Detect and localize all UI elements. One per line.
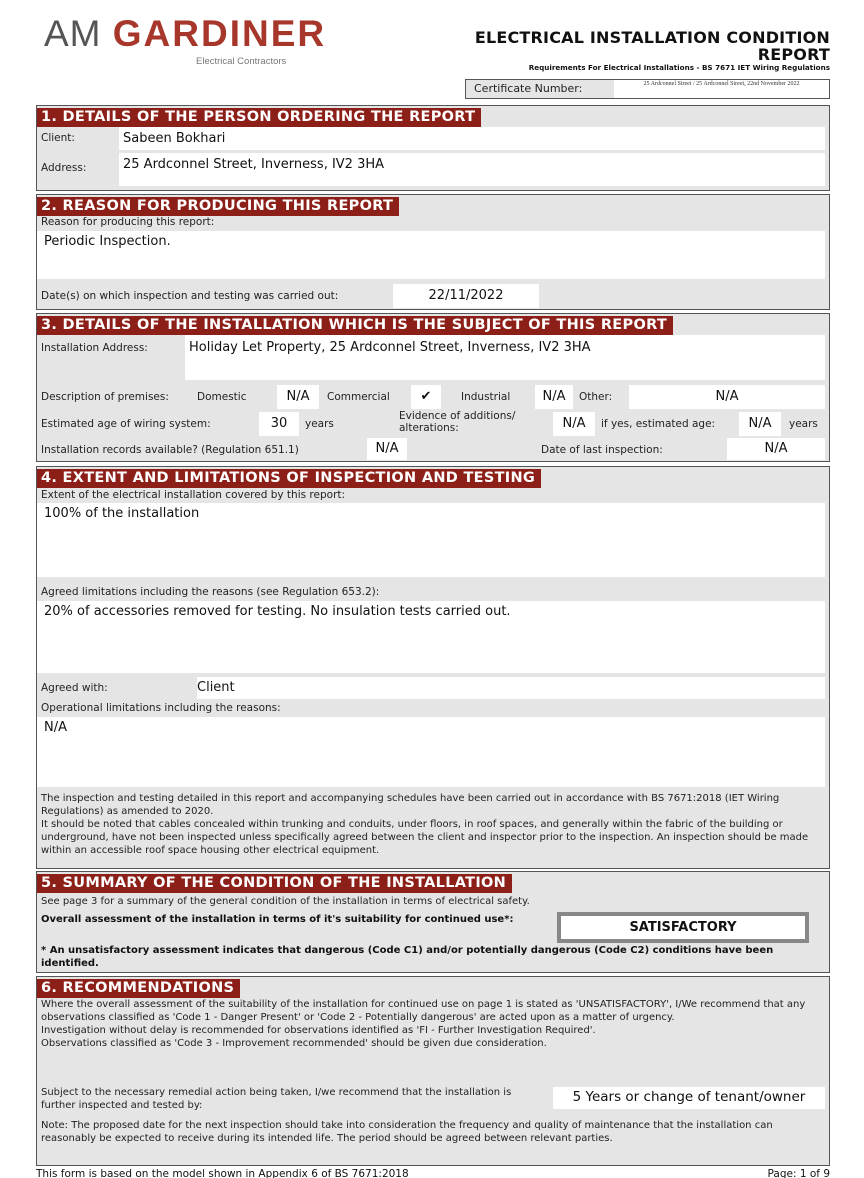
records-field[interactable]: N/A (367, 438, 407, 460)
compliance-note-2: It should be noted that cables concealed within trunking and conduits, under floors, in roof spaces, and generally within the fabric of the building or underground, have not been inspected unless specifically agreed between the client and inspector prior to the inspection. An inspection should be made within an accessible roof space housing other electrical equipment. (41, 819, 809, 856)
evidence-label (399, 410, 515, 434)
page-footer (36, 1168, 830, 1178)
report-title: ELECTRICAL INSTALLATION CONDITION (474, 28, 830, 47)
logo-am: AM (44, 13, 102, 54)
evidence-field[interactable]: N/A (553, 412, 595, 436)
limitations-label: Agreed limitations including the reasons (see Regulation 653.2): (41, 586, 380, 598)
section-3-heading: 3. DETAILS OF THE INSTALLATION WHICH IS THE SUBJECT OF THIS REPORT (37, 316, 673, 335)
client-field[interactable]: Sabeen Bokhari (119, 127, 825, 150)
industrial-field[interactable]: N/A (535, 385, 573, 409)
commercial-label: Commercial (327, 391, 390, 403)
limitations-field[interactable]: 20% of accessories removed for testing. No insulation tests carried out. (37, 601, 825, 673)
wiring-age-label: Estimated age of wiring system: (41, 418, 211, 430)
inspection-date-label: Date(s) on which inspection and testing was carried out: (41, 290, 339, 302)
company-logo (44, 14, 374, 74)
agreed-with-label: Agreed with: (41, 682, 108, 694)
operational-field[interactable]: N/A (37, 717, 825, 787)
compliance-note (41, 792, 825, 857)
section-1-heading: 1. DETAILS OF THE PERSON ORDERING THE REPORT (37, 108, 481, 127)
report-subtitle: Requirements For Electrical Installations - BS 7671 IET Wiring Regulations (528, 63, 830, 72)
installation-address-field[interactable]: Holiday Let Property, 25 Ardconnel Street, Inverness, IV2 3HA (185, 335, 825, 380)
recommendation-para-3: Observations classified as 'Code 3 - Improvement recommended' should be given due consideration. (41, 1038, 547, 1049)
commercial-checkbox[interactable]: ✔ (411, 385, 441, 409)
section-4-heading: 4. EXTENT AND LIMITATIONS OF INSPECTION AND TESTING (37, 469, 541, 488)
estimated-age-unit: years (789, 418, 818, 430)
section-reason (36, 194, 830, 310)
estimated-age-label: if yes, estimated age: (601, 418, 716, 430)
section-6-heading: 6. RECOMMENDATIONS (37, 979, 240, 998)
section-extent-limitations (36, 466, 830, 869)
premises-label: Description of premises: (41, 391, 169, 403)
section-recommendations (36, 976, 830, 1166)
last-inspection-label: Date of last inspection: (541, 444, 663, 456)
compliance-note-1: The inspection and testing detailed in this report and accompanying schedules have been carried out in accordance with BS 7671:2018 (IET Wiring Regulations) as amended to 2020. (41, 793, 780, 817)
section-installation-details (36, 313, 830, 462)
assessment-value[interactable]: SATISFACTORY (629, 920, 737, 935)
client-label: Client: (41, 132, 75, 144)
address-label: Address: (41, 162, 87, 174)
footer-form-note: This form is based on the model shown in Appendix 6 of BS 7671:2018 (36, 1168, 409, 1178)
recommendation-para-2: Investigation without delay is recommended for observations identified as 'FI - Further Investigation Required'. (41, 1025, 596, 1036)
recommendations-text (41, 998, 827, 1050)
extent-label: Extent of the electrical installation covered by this report: (41, 489, 346, 501)
other-field[interactable]: N/A (629, 385, 825, 409)
logo-wordmark (44, 14, 374, 54)
records-label: Installation records available? (Regulation 651.1) (41, 444, 299, 456)
extent-field[interactable]: 100% of the installation (37, 503, 825, 577)
reason-label: Reason for producing this report: (41, 216, 215, 228)
recommendation-para-1: Where the overall assessment of the suitability of the installation for continued use on page 1 is stated as 'UNSATISFACTORY', I/We recommend that any observations classified as 'Code 1 - Danger Present' or 'Code 2 - Potentially dangerous' are acted upon as a matter of urgency. (41, 999, 806, 1023)
domestic-field[interactable]: N/A (277, 385, 319, 409)
section-person-ordering (36, 105, 830, 191)
certificate-number-label: Certificate Number: (474, 82, 583, 95)
section-2-heading: 2. REASON FOR PRODUCING THIS REPORT (37, 197, 399, 216)
section-5-heading: 5. SUMMARY OF THE CONDITION OF THE INSTALLATION (37, 874, 512, 893)
reason-field[interactable]: Periodic Inspection. (37, 231, 825, 279)
assessment-label: Overall assessment of the installation in terms of it's suitability for continued use*: (41, 914, 514, 925)
logo-tagline: Electrical Contractors (196, 56, 287, 67)
section-summary (36, 871, 830, 973)
assessment-box (557, 912, 809, 943)
domestic-label: Domestic (197, 391, 247, 403)
next-inspection-label: Subject to the necessary remedial action being taken, I/we recommend that the installation is further inspected and tested by: (41, 1087, 512, 1111)
address-field[interactable]: 25 Ardconnel Street, Inverness, IV2 3HA (119, 153, 825, 186)
wiring-age-unit: years (305, 418, 334, 430)
certificate-number-box (465, 79, 830, 99)
next-inspection-field[interactable]: 5 Years or change of tenant/owner (553, 1087, 825, 1109)
inspection-date-field[interactable]: 22/11/2022 (393, 284, 539, 308)
evidence-label-line2: alterations: (399, 422, 459, 434)
estimated-age-field[interactable]: N/A (739, 412, 781, 436)
logo-gardiner: GARDINER (112, 13, 327, 54)
installation-address-label: Installation Address: (41, 342, 148, 354)
wiring-age-field[interactable]: 30 (259, 412, 299, 436)
other-label: Other: (579, 391, 613, 403)
agreed-with-field[interactable]: Client (197, 677, 825, 699)
page-number: Page: 1 of 9 (767, 1168, 830, 1178)
see-page-note: See page 3 for a summary of the general condition of the installation in terms of electrical safety. (41, 896, 530, 907)
next-inspection-note: Note: The proposed date for the next inspection should take into consideration the frequency and quality of maintenance that the installation can reasonably be expected to receive during its intended life. The period should be agreed between relevant parties. (41, 1120, 773, 1144)
evidence-label-line1: Evidence of additions/ (399, 410, 516, 422)
operational-label: Operational limitations including the reasons: (41, 702, 281, 714)
assessment-footnote: * An unsatisfactory assessment indicates that dangerous (Code C1) and/or potentially dangerous (Code C2) conditions have been identified. (41, 945, 774, 969)
certificate-number-field[interactable]: 25 Ardconnel Street / 25 Ardconnel Street, 22nd November 2022 (614, 80, 829, 98)
industrial-label: Industrial (461, 391, 511, 403)
last-inspection-field[interactable]: N/A (727, 438, 825, 460)
report-title-line2: REPORT (757, 45, 830, 64)
report-title-block (410, 29, 830, 72)
